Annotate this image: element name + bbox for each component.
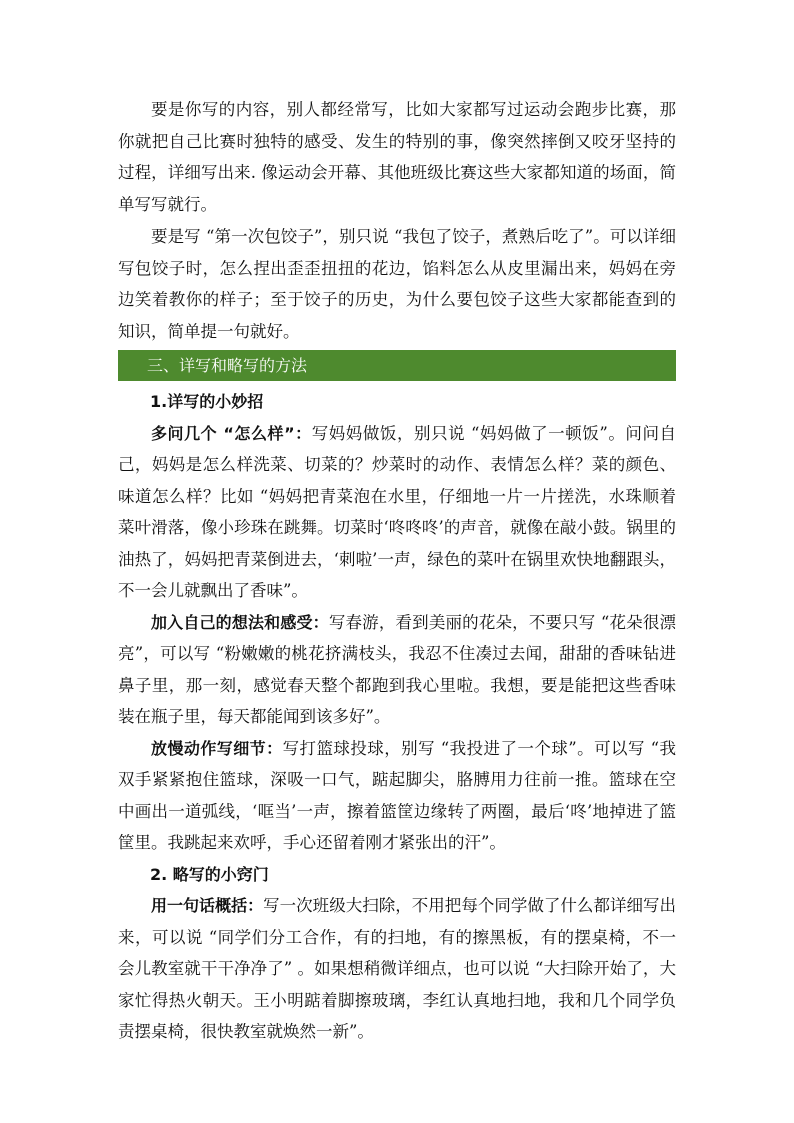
intro-paragraph-1: 要是你写的内容，别人都经常写，比如大家都写过运动会跑步比赛，那你就把自己比赛时独特的感受、发生的特别的事，像突然摔倒又咬牙坚持的过程，详细写出来. 像运动会开幕、其他班级比赛这些大家都知道的场面，简单写写就行。 — [118, 100, 676, 214]
detail-subheading: 1.详写的小妙招 — [150, 392, 264, 411]
detail-tip-2-keyword: 加入自己的想法和感受： — [151, 612, 329, 632]
section-heading-bar — [118, 350, 676, 381]
detail-tip-1 — [118, 418, 676, 607]
brief-tip-1-text: 写一次班级大扫除，不用把每个同学做了什么都详细写出来，可以说 “同学们分工合作，有的扫地，有的擦黑板，有的摆桌椅，不一会儿教室就干干净净了” 。如果想稍微详细点，也可以说 “大扫除开始了，大家忙得热火朝天。王小明踮着脚擦玻璃，李红认真地扫地，我和几个同学负责摆桌椅，很快教室就焕然一新”。 — [118, 896, 676, 1041]
detail-tip-2 — [118, 607, 676, 733]
brief-tip-1 — [118, 890, 676, 1048]
detail-tip-1-keyword: 多问几个 “怎么样”： — [151, 423, 312, 443]
brief-tip-1-keyword: 用一句话概括： — [151, 896, 264, 915]
brief-subheading: 2. 略写的小窍门 — [150, 864, 269, 884]
detail-tip-3 — [118, 733, 676, 859]
detail-tip-3-keyword: 放慢动作写细节： — [151, 738, 283, 758]
section-title: 三、详写和略写的方法 — [147, 356, 308, 375]
detail-tip-1-text: 写妈妈做饭，别只说 “妈妈做了一顿饭”。问问自己，妈妈是怎么样洗菜、切菜的？炒菜时的动作、表情怎么样？菜的颜色、味道怎么样？比如 “妈妈把青菜泡在水里，仔细地一片一片搓洗，水珠顺着菜叶滑落，像小珍珠在跳舞。切菜时‘咚咚咚’的声音，就像在敲小鼓。锅里的油热了，妈妈把青菜倒进去，‘刺啦’一声，绿色的菜叶在锅里欢快地翻跟头，不一会儿就飘出了香味”。 — [118, 423, 676, 600]
intro-paragraph-2: 要是写 “第一次包饺子”，别只说 “我包了饺子，煮熟后吃了”。可以详细写包饺子时，怎么捏出歪歪扭扭的花边，馅料怎么从皮里漏出来，妈妈在旁边笑着教你的样子；至于饺子的历史，为什么要包饺子这些大家都能查到的知识，简单提一句就好。 — [118, 227, 676, 341]
document-page — [118, 94, 676, 1048]
detail-tip-3-text: 写打篮球投球，别写 “我投进了一个球”。可以写 “我双手紧紧抱住篮球，深吸一口气，踮起脚尖，胳膊用力往前一推。篮球在空中画出一道弧线，‘哐当’一声，擦着篮筐边缘转了两圈，最后‘咚’地掉进了篮筐里。我跳起来欢呼，手心还留着刚才紧张出的汗”。 — [118, 738, 676, 852]
detail-tip-2-text: 写春游，看到美丽的花朵，不要只写 “花朵很漂亮”，可以写 “粉嫩嫩的桃花挤满枝头，我忍不住凑过去闻，甜甜的香味钻进鼻子里，那一刻，感觉春天整个都跑到我心里啦。我想，要是能把这些香味装在瓶子里，每天都能闻到该多好”。 — [118, 612, 676, 726]
